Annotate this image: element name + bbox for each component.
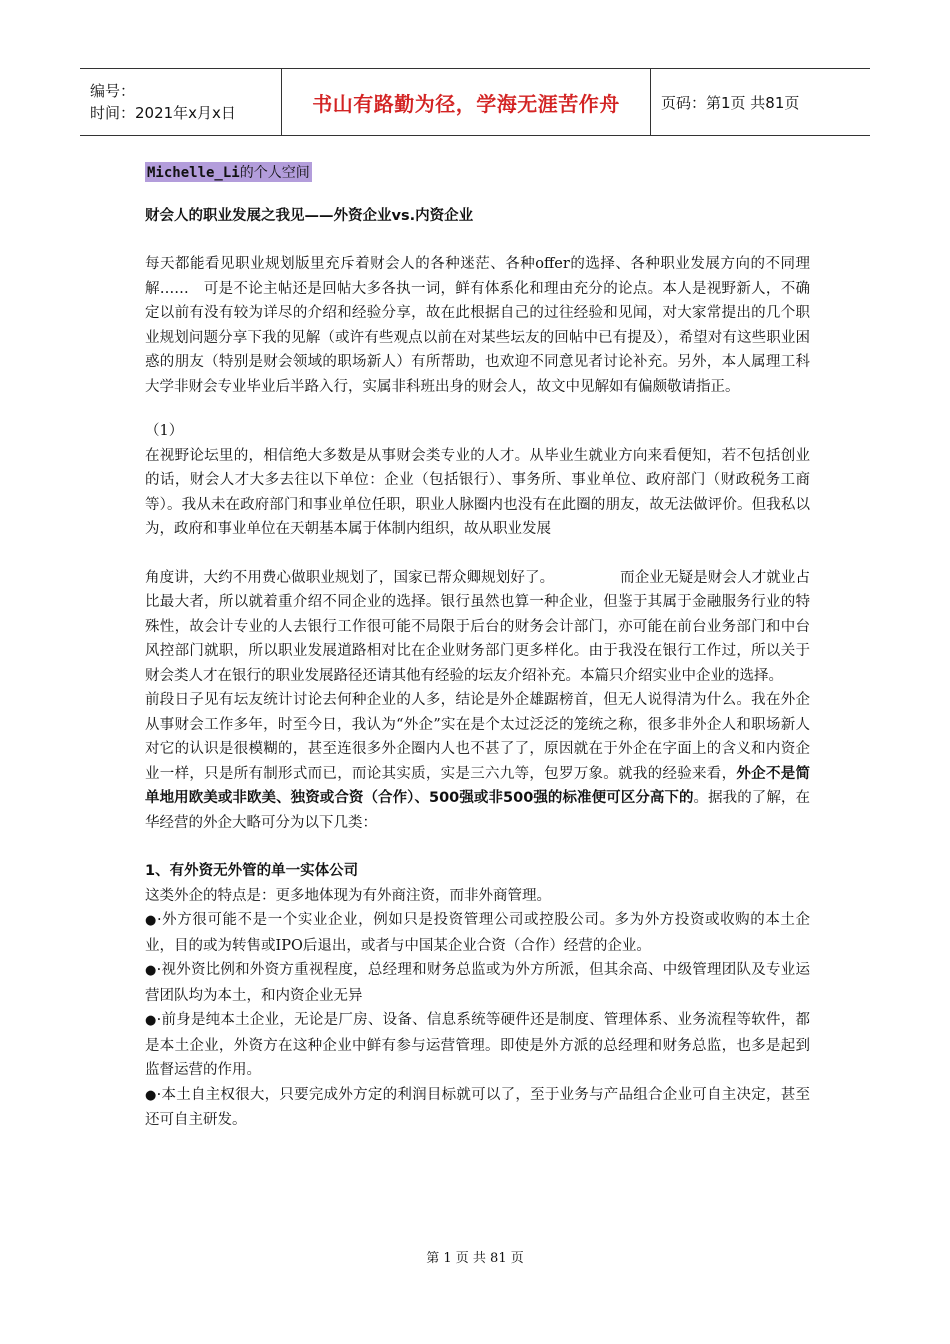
space-title-cn: 的个人空间 bbox=[239, 165, 310, 181]
header-motto-cell bbox=[281, 69, 651, 135]
section1-intro: 这类外企的特点是：更多地体现为有外商注资，而非外商管理。 bbox=[145, 887, 551, 904]
bullet-item bbox=[145, 958, 810, 1008]
bullet-icon: ● bbox=[145, 913, 157, 928]
space-title-en: Michelle_Li bbox=[147, 165, 240, 181]
article-title: 财会人的职业发展之我见——外资企业vs.内资企业 bbox=[145, 208, 474, 224]
bullet-text: ·本土自主权很大，只要完成外方定的利润目标就可以了，至于业务与产品组合企业可自主决定，甚至还可自主研发。 bbox=[145, 1086, 811, 1128]
page-footer: 第 1 页 共 81 页 bbox=[426, 1251, 524, 1266]
part-label: （1） bbox=[145, 423, 184, 439]
paragraph-c bbox=[145, 688, 810, 835]
paragraph-a: 在视野论坛里的，相信绝大多数是从事财会类专业的人才。从毕业生就业方向来看便知，若不包括创业的话，财会人才大多去往以下单位：企业（包括银行）、事务所、事业单位、政府部门（财政税务工商等）。我从未在政府部门和事业单位任职，职业人脉圈内也没有在此圈的朋友，故无法做评价。但我私以为，政府和事业单位在天朝基本属于体制内组织，故从职业发展 bbox=[145, 447, 810, 537]
paragraph-c-tail: 。据我的了解，在华经营的外企大略可分为以下几类： bbox=[145, 790, 810, 831]
bullet-item bbox=[145, 908, 810, 958]
bullet-text: ·视外资比例和外资方重视程度，总经理和财务总监或为外方所派，但其余高、中级管理团队及专业运营团队均为本土，和内资企业无异 bbox=[145, 962, 811, 1004]
motto: 书山有路勤为径，学海无涯苦作舟 bbox=[312, 91, 620, 116]
paragraph-c-text: 前段日子见有坛友统计讨论去何种企业的人多，结论是外企雄踞榜首，但无人说得清为什么。我在外企从事财会工作多年，时至今日，我认为“外企”实在是个太过泛泛的笼统之称，很多非外企人和职场新人对它的认识是很模糊的，甚至连很多外企圈内人也不甚了了，原因就在于外企在字面上的含义和内资企业一样，只是所有制形式而已，而论其实质，实是三六九等，包罗万象。就我的经验来看， bbox=[145, 692, 810, 782]
bullet-item bbox=[145, 1008, 810, 1083]
header-page-cell bbox=[651, 69, 870, 135]
number-label: 编号： bbox=[90, 82, 136, 100]
paragraph-c-bold: 外企不是简单地用欧美或非欧美、独资或合资（合作）、500强或非500强的标准便可区分高下的 bbox=[145, 765, 811, 806]
bullet-icon: ● bbox=[145, 963, 157, 978]
bullet-icon: ● bbox=[145, 1013, 157, 1028]
space-title bbox=[145, 162, 312, 182]
bullet-text: ·外方很可能不是一个实业企业，例如只是投资管理公司或控股公司。多为外方投资或收购的本土企业，目的或为转售或IPO后退出，或者与中国某企业合资（合作）经营的企业。 bbox=[145, 912, 811, 954]
bullet-text: ·前身是纯本土企业，无论是厂房、设备、信息系统等硬件还是制度、管理体系、业务流程等软件，都是本土企业，外资方在这种企业中鲜有参与运营管理。即使是外方派的总经理和财务总监，也多是起到监督运营的作用。 bbox=[145, 1012, 811, 1078]
document-body bbox=[145, 158, 810, 1133]
bullet-item bbox=[145, 1083, 810, 1133]
time-label: 时间：2021年x月x日 bbox=[90, 104, 236, 122]
section1-title: 1、有外资无外管的单一实体公司 bbox=[145, 863, 359, 879]
page-label: 页码：第1页 共81页 bbox=[661, 93, 800, 112]
header-table bbox=[80, 68, 870, 136]
intro-paragraph: 每天都能看见职业规划版里充斥着财会人的各种迷茫、各种offer的选择、各种职业发展方向的不同理解…… 可是不论主帖还是回帖大多各执一词，鲜有体系化和理由充分的论点。本人是视野新人，不确定以前有没有较为详尽的介绍和经验分享，故在此根据自己的过往经验和见闻，对大家常提出的几个职业规划问题分享下我的见解（或许有些观点以前在对某些坛友的回帖中已有提及），希望对有这些职业困惑的朋友（特别是财会领域的职场新人）有所帮助，也欢迎不同意见者讨论补充。另外，本人属理工科大学非财会专业毕业后半路入行，实属非科班出身的财会人，故文中见解如有偏颇敬请指正。 bbox=[145, 256, 810, 395]
bullet-icon: ● bbox=[145, 1087, 157, 1103]
header-left-cell bbox=[80, 69, 281, 135]
paragraph-b: 角度讲，大约不用费心做职业规划了，国家已帮众卿规划好了。 而企业无疑是财会人才就业占比最大者，所以就着重介绍不同企业的选择。银行虽然也算一种企业，但鉴于其属于金融服务行业的特殊性，故会计专业的人去银行工作很可能不局限于后台的财务会计部门，亦可能在前台业务部门和中台风控部门就职，所以职业发展道路相对比在企业财务部门更多样化。由于我没在银行工作过，所以关于财会类人才在银行的职业发展路径还请其他有经验的坛友介绍补充。本篇只介绍实业中企业的选择。 bbox=[145, 569, 810, 684]
